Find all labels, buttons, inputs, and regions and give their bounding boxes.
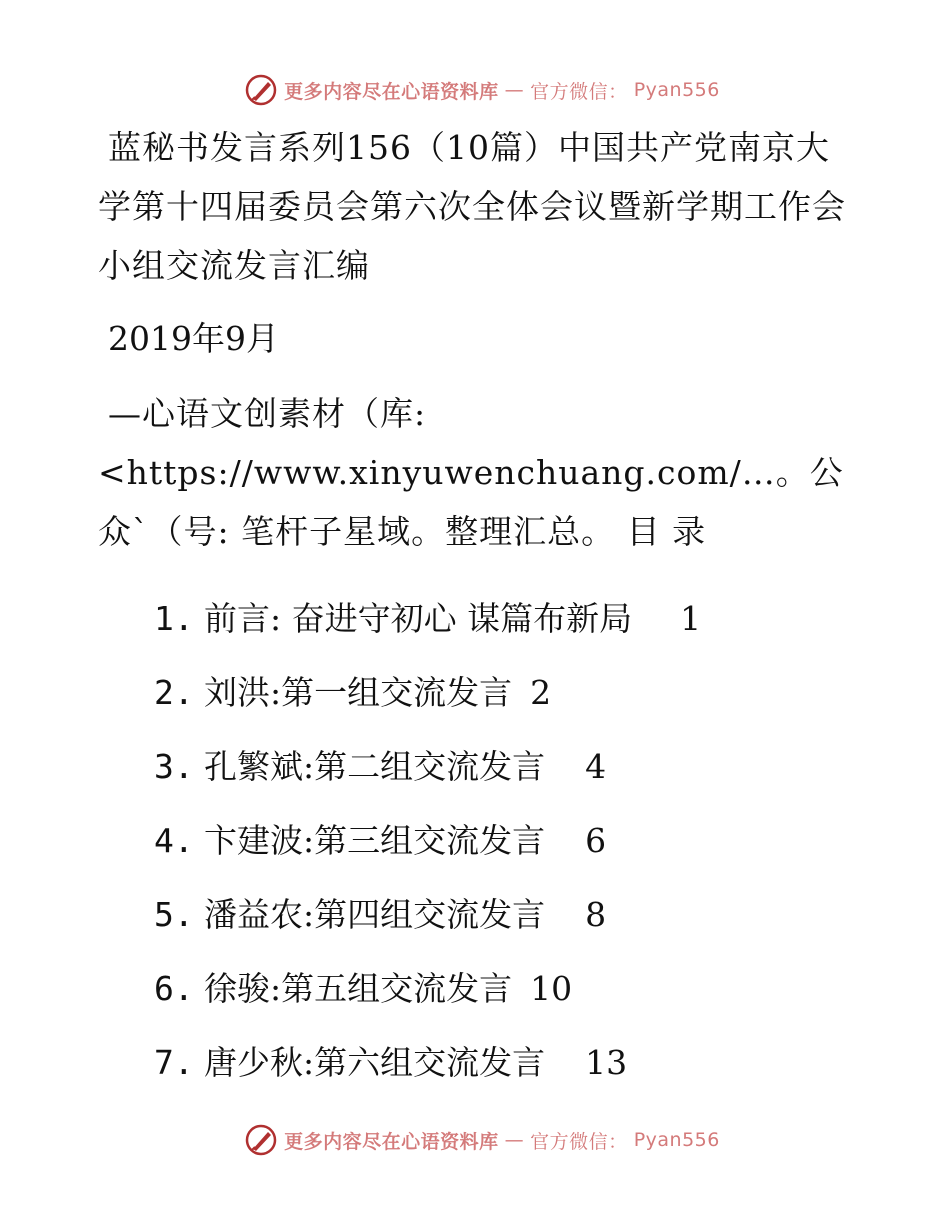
document-date: 2019年9月 [108,319,279,358]
toc-item-page: 6 [585,821,607,860]
toc-item [98,816,858,890]
toc-item-number: 4. [154,821,194,860]
toc-item-number: 5. [154,895,194,934]
quill-logo-icon [244,73,278,107]
watermark-id: Pyan556 [633,1129,720,1151]
watermark-main-text: 更多内容尽在心语资料库 [284,80,499,103]
document-body [98,118,858,1112]
toc-item-page: 4 [585,747,607,786]
watermark-id: Pyan556 [633,79,720,101]
toc-item-number: 1. [154,599,194,638]
toc-item [98,1038,858,1112]
table-of-contents [98,594,858,1112]
toc-item-title: 前言: 奋进守初心 谋篇布新局 [204,599,633,638]
toc-item-page: 10 [530,969,573,1008]
toc-item-title: 卞建波:第三组交流发言 [204,821,546,860]
document-source-text: —心语文创素材（库: <https://www.xinyuwenchuang.com/…。公众`（号: 笔杆子星域。整理汇总。 目 录 [98,394,844,551]
toc-item [98,890,858,964]
watermark-banner-bottom [0,1120,950,1160]
toc-item-title: 徐骏:第五组交流发言 [204,969,513,1008]
toc-item-number: 3. [154,747,194,786]
document-source [98,384,858,561]
toc-item-page: 1 [680,599,702,638]
toc-item-title: 唐少秋:第六组交流发言 [204,1043,546,1082]
toc-item-number: 2. [154,673,194,712]
watermark-content [244,73,720,107]
watermark-dash: — [504,79,525,101]
toc-item [98,594,858,668]
toc-item-title: 孔繁斌:第二组交流发言 [204,747,546,786]
toc-item-number: 6. [154,969,194,1008]
watermark-sub-text: 官方微信： [530,1130,628,1153]
toc-item-title: 潘益农:第四组交流发言 [204,895,546,934]
toc-item-page: 2 [530,673,552,712]
quill-logo-icon [244,1123,278,1157]
document-title-text: 蓝秘书发言系列156（10篇）中国共产党南京大学第十四届委员会第六次全体会议暨新学期工作会小组交流发言汇编 [98,128,846,285]
toc-item-page: 8 [585,895,607,934]
toc-item-page: 13 [585,1043,628,1082]
watermark-dash: — [504,1129,525,1151]
watermark-banner-top [0,70,950,110]
toc-item [98,742,858,816]
toc-item [98,964,858,1038]
toc-item [98,668,858,742]
toc-item-number: 7. [154,1043,194,1082]
document-title [98,118,858,295]
watermark-main-text: 更多内容尽在心语资料库 [284,1130,499,1153]
watermark-content [244,1123,720,1157]
toc-item-title: 刘洪:第一组交流发言 [204,673,513,712]
watermark-sub-text: 官方微信： [530,80,628,103]
